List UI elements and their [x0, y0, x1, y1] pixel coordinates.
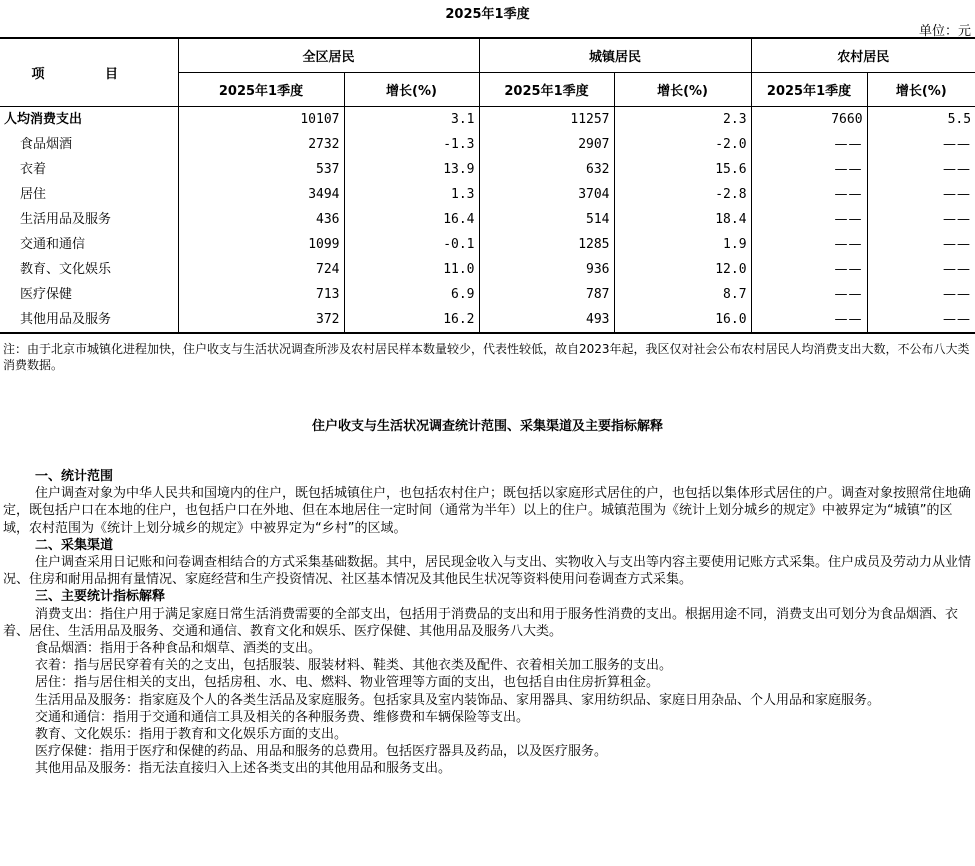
cell-urban-value: 3704	[479, 182, 614, 207]
heading-scope: 一、统计范围	[35, 469, 114, 484]
cell-rural-value: ——	[751, 207, 867, 232]
cell-item: 居住	[20, 187, 47, 202]
cell-urban-growth: 8.7	[614, 282, 751, 307]
subheader-urban-value: 2025年1季度	[479, 73, 614, 107]
cell-rural-growth: ——	[867, 157, 975, 182]
subheader-rural-growth: 增长(%)	[867, 73, 975, 107]
definition-consumption: 消费支出：指住户用于满足家庭日常生活消费需要的全部支出，包括用于消费品的支出和用于服务性消费的支出。根据用途不同，消费支出可划分为食品烟酒、衣着、居住、生活用品及服务、交通和通信、教育文化和娱乐、医疗保健、其他用品及服务八大类。	[3, 606, 959, 639]
paragraph-channels: 住户调查采用日记账和问卷调查相结合的方式采集基础数据。其中，居民现金收入与支出、实物收入与支出等内容主要使用记账方式采集。住户成员及劳动力从业情况、住房和耐用品拥有量情况、家庭经营和生产投资情况、社区基本情况及其他民生状况等资料使用问卷调查方式采集。	[3, 555, 972, 588]
cell-all-growth: 6.9	[344, 282, 479, 307]
cell-urban-value: 787	[479, 282, 614, 307]
heading-channels: 二、采集渠道	[35, 537, 114, 553]
cell-urban-value: 514	[479, 207, 614, 232]
item-header: 项 目	[0, 38, 178, 107]
cell-rural-growth: ——	[867, 232, 975, 257]
cell-rural-growth: ——	[867, 282, 975, 307]
definition-transport: 交通和通信：指用于交通和通信工具及相关的各种服务费、维修费和车辆保险等支出。	[35, 709, 530, 725]
explanation-body	[3, 468, 971, 778]
cell-rural-value: ——	[751, 307, 867, 333]
cell-all-growth: 16.4	[344, 207, 479, 232]
table-row	[0, 282, 975, 307]
group-header-all: 全区居民	[178, 38, 479, 73]
cell-all-growth: -1.3	[344, 132, 479, 157]
definition-other: 其他用品及服务：指无法直接归入上述各类支出的其他用品和服务支出。	[35, 761, 452, 777]
cell-all-growth: 13.9	[344, 157, 479, 182]
table-row	[0, 257, 975, 282]
cell-item: 交通和通信	[20, 237, 86, 252]
cell-all-value: 436	[178, 207, 344, 232]
table-row	[0, 157, 975, 182]
cell-urban-growth: 2.3	[614, 107, 751, 133]
paragraph-scope: 住户调查对象为中华人民共和国境内的住户，既包括城镇住户，也包括农村住户；既包括以家庭形式居住的户，也包括以集体形式居住的户。调查对象按照常住地确定，既包括户口在本地的住户，也包括户口在外地、但在本地居住一定时间（通常为半年）以上的住户。城镇范围为《统计上划分城乡的规定》中被界定为“城镇”的区域，农村范围为《统计上划分城乡的规定》中被界定为“乡村”的区域。	[3, 486, 972, 536]
cell-item: 衣着	[20, 162, 47, 177]
group-header-urban: 城镇居民	[479, 38, 751, 73]
cell-item: 生活用品及服务	[20, 212, 112, 227]
cell-urban-growth: 18.4	[614, 207, 751, 232]
cell-item: 教育、文化娱乐	[20, 262, 112, 277]
cell-all-growth: 3.1	[344, 107, 479, 133]
unit-label: 单位：元	[918, 24, 971, 39]
cell-all-value: 372	[178, 307, 344, 333]
cell-all-growth: -0.1	[344, 232, 479, 257]
cell-all-value: 713	[178, 282, 344, 307]
cell-all-growth: 16.2	[344, 307, 479, 333]
cell-all-value: 1099	[178, 232, 344, 257]
cell-rural-growth: 5.5	[867, 107, 975, 133]
subheader-all-value: 2025年1季度	[178, 73, 344, 107]
cell-urban-growth: 16.0	[614, 307, 751, 333]
cell-rural-growth: ——	[867, 182, 975, 207]
group-header-rural: 农村居民	[751, 38, 975, 73]
definition-healthcare: 医疗保健：指用于医疗和保健的药品、用品和服务的总费用。包括医疗器具及药品，以及医疗服务。	[35, 744, 608, 760]
cell-rural-value: ——	[751, 282, 867, 307]
cell-all-value: 10107	[178, 107, 344, 133]
cell-rural-value: 7660	[751, 107, 867, 133]
cell-all-value: 537	[178, 157, 344, 182]
cell-urban-value: 493	[479, 307, 614, 333]
table-row	[0, 182, 975, 207]
cell-urban-growth: 1.9	[614, 232, 751, 257]
cell-urban-value: 936	[479, 257, 614, 282]
cell-item: 人均消费支出	[4, 112, 83, 127]
table-body	[0, 107, 975, 334]
cell-rural-value: ——	[751, 257, 867, 282]
cell-all-value: 724	[178, 257, 344, 282]
definition-housing: 居住：指与居住相关的支出，包括房租、水、电、燃料、物业管理等方面的支出，也包括自由住房折算租金。	[35, 675, 660, 691]
definition-food: 食品烟酒：指用于各种食品和烟草、酒类的支出。	[35, 641, 322, 657]
definition-clothing: 衣着：指与居民穿着有关的之支出，包括服装、服装材料、鞋类、其他衣类及配件、衣着相关加工服务的支出。	[35, 658, 673, 674]
definition-household-goods: 生活用品及服务：指家庭及个人的各类生活品及家庭服务。包括家具及室内装饰品、家用器具、家用纺织品、家庭日用杂品、个人用品和家庭服务。	[35, 692, 881, 708]
table-row	[0, 107, 975, 133]
table-row	[0, 207, 975, 232]
section-title: 住户收支与生活状况调查统计范围、采集渠道及主要指标解释	[311, 419, 663, 434]
cell-urban-growth: -2.8	[614, 182, 751, 207]
cell-rural-growth: ——	[867, 132, 975, 157]
cell-rural-value: ——	[751, 132, 867, 157]
cell-item: 食品烟酒	[20, 137, 73, 152]
table-note: 注：由于北京市城镇化进程加快，住户收支与生活状况调查所涉及农村居民样本数量较少，代表性较低，故自2023年起，我区仅对社会公布农村居民人均消费支出大数，不公布八大类消费数据。	[3, 342, 970, 372]
cell-urban-value: 2907	[479, 132, 614, 157]
cell-rural-growth: ——	[867, 207, 975, 232]
subheader-all-growth: 增长(%)	[344, 73, 479, 107]
cell-all-value: 2732	[178, 132, 344, 157]
heading-indicators: 三、主要统计指标解释	[35, 589, 166, 605]
cell-all-growth: 1.3	[344, 182, 479, 207]
cell-urban-growth: -2.0	[614, 132, 751, 157]
definition-education: 教育、文化娱乐：指用于教育和文化娱乐方面的支出。	[35, 727, 348, 743]
table-row	[0, 307, 975, 333]
subheader-urban-growth: 增长(%)	[614, 73, 751, 107]
table-row	[0, 232, 975, 257]
cell-all-value: 3494	[178, 182, 344, 207]
table-title: 2025年1季度	[445, 7, 530, 22]
cell-rural-value: ——	[751, 182, 867, 207]
cell-urban-value: 632	[479, 157, 614, 182]
cell-all-growth: 11.0	[344, 257, 479, 282]
consumption-table	[0, 37, 975, 334]
cell-urban-value: 1285	[479, 232, 614, 257]
cell-item: 医疗保健	[20, 287, 73, 302]
cell-rural-value: ——	[751, 157, 867, 182]
cell-rural-growth: ——	[867, 307, 975, 333]
cell-urban-growth: 12.0	[614, 257, 751, 282]
cell-urban-value: 11257	[479, 107, 614, 133]
table-row	[0, 132, 975, 157]
cell-rural-value: ——	[751, 232, 867, 257]
subheader-rural-value: 2025年1季度	[751, 73, 867, 107]
cell-item: 其他用品及服务	[0, 307, 178, 333]
cell-rural-growth: ——	[867, 257, 975, 282]
cell-urban-growth: 15.6	[614, 157, 751, 182]
